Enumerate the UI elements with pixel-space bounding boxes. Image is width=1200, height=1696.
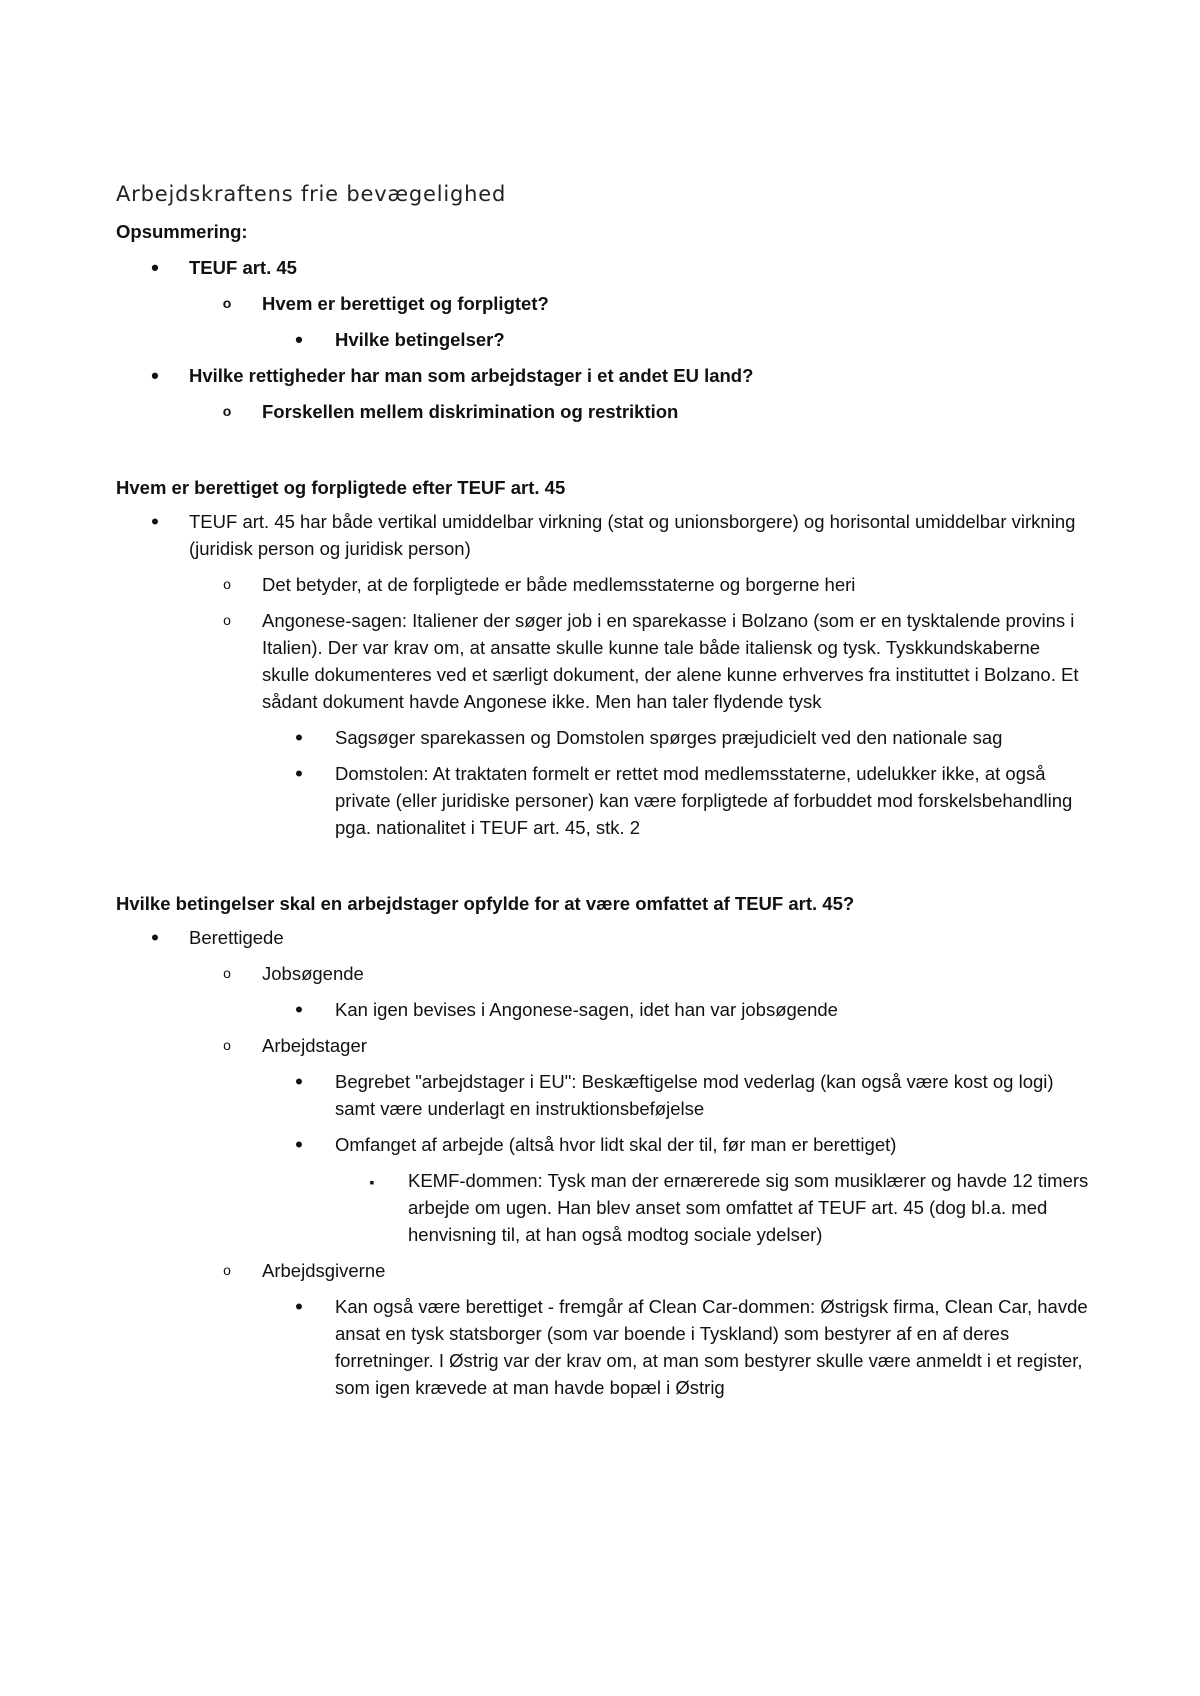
list-item: • Domstolen: At traktaten formelt er rettet mod medlemsstaterne, udelukker ikke, at også private (eller juridiske personer) kan være forpligtede af forbuddet mod forskelsbehandling pga. nationalitet i TEUF art. 45, stk. 2: [116, 760, 1090, 841]
list-item: • Sagsøger sparekassen og Domstolen spørges præjudicielt ved den nationale sag: [116, 724, 1090, 751]
square-bullet-icon: [365, 1167, 379, 1196]
list-item: • Kan igen bevises i Angonese-sagen, idet han var jobsøgende: [116, 996, 1090, 1023]
summary-list: [116, 254, 1090, 425]
list-item: o Arbejdsgiverne: [116, 1257, 1090, 1284]
list-item: • Begrebet "arbejdstager i EU": Beskæftigelse mod vederlag (kan også være kost og logi) samt være underlagt en instruktionsbeføjelse: [116, 1068, 1090, 1122]
section-entitled-list: [116, 508, 1090, 841]
bullet-icon: [148, 508, 162, 536]
circle-bullet-icon: [220, 960, 234, 989]
list-item: o Forskellen mellem diskrimination og restriktion: [116, 398, 1090, 425]
list-item: • Omfanget af arbejde (altså hvor lidt skal der til, før man er berettiget): [116, 1131, 1090, 1158]
bullet-icon: [292, 1131, 306, 1159]
bullet-icon: [148, 924, 162, 952]
list-item: • Hvilke betingelser?: [116, 326, 1090, 353]
bullet-icon: [292, 1293, 306, 1321]
bullet-icon: [148, 254, 162, 282]
circle-bullet-icon: [220, 607, 234, 636]
bullet-icon: [148, 362, 162, 390]
circle-bullet-icon: [220, 571, 234, 600]
section-heading-entitled: Hvem er berettiget og forpligtede efter TEUF art. 45: [116, 477, 566, 498]
bullet-icon: [292, 1068, 306, 1096]
list-item: • TEUF art. 45: [116, 254, 1090, 281]
list-item: o Arbejdstager: [116, 1032, 1090, 1059]
circle-bullet-icon: [220, 290, 234, 319]
list-item: ▪ KEMF-dommen: Tysk man der ernærerede sig som musiklærer og havde 12 timers arbejde om ugen. Han blev anset som omfattet af TEUF art. 45 (dog bl.a. med henvisning til, at han også modtog sociale ydelser): [116, 1167, 1090, 1248]
list-item: o Det betyder, at de forpligtede er både medlemsstaterne og borgerne heri: [116, 571, 1090, 598]
summary-heading: Opsummering:: [116, 221, 248, 242]
circle-bullet-icon: [220, 1257, 234, 1286]
section-conditions-list: [116, 924, 1090, 1401]
list-item: • Berettigede: [116, 924, 1090, 951]
list-item: • Hvilke rettigheder har man som arbejdstager i et andet EU land?: [116, 362, 1090, 389]
section-heading-conditions: Hvilke betingelser skal en arbejdstager opfylde for at være omfattet af TEUF art. 45?: [116, 893, 855, 914]
list-item: o Hvem er berettiget og forpligtet?: [116, 290, 1090, 317]
document-title: Arbejdskraftens frie bevægelighed: [116, 182, 507, 206]
list-item: • Kan også være berettiget - fremgår af Clean Car-dommen: Østrigsk firma, Clean Car, havde ansat en tysk statsborger (som var boende i Tyskland) som bestyrer af en af deres forretninger. I Østrig var der krav om, at man som bestyrer skulle være anmeldt i et register, som igen krævede at man havde bopæl i Østrig: [116, 1293, 1090, 1401]
list-item: o Angonese-sagen: Italiener der søger job i en sparekasse i Bolzano (som er en tysktalende provins i Italien). Der var krav om, at ansatte skulle kunne tale både italiensk og tysk. Tyskkundskaberne skulle dokumenteres ved et særligt dokument, der alene kunne erhverves fra instituttet i Bolzano. Et sådant dokument havde Angonese ikke. Men han taler flydende tysk: [116, 607, 1090, 715]
list-item: o Jobsøgende: [116, 960, 1090, 987]
bullet-icon: [292, 996, 306, 1024]
circle-bullet-icon: [220, 1032, 234, 1061]
bullet-icon: [292, 724, 306, 752]
bullet-icon: [292, 760, 306, 788]
list-item: • TEUF art. 45 har både vertikal umiddelbar virkning (stat og unionsborgere) og horisontal umiddelbar virkning (juridisk person og juridisk person): [116, 508, 1090, 562]
bullet-icon: [292, 326, 306, 354]
circle-bullet-icon: [220, 398, 234, 427]
